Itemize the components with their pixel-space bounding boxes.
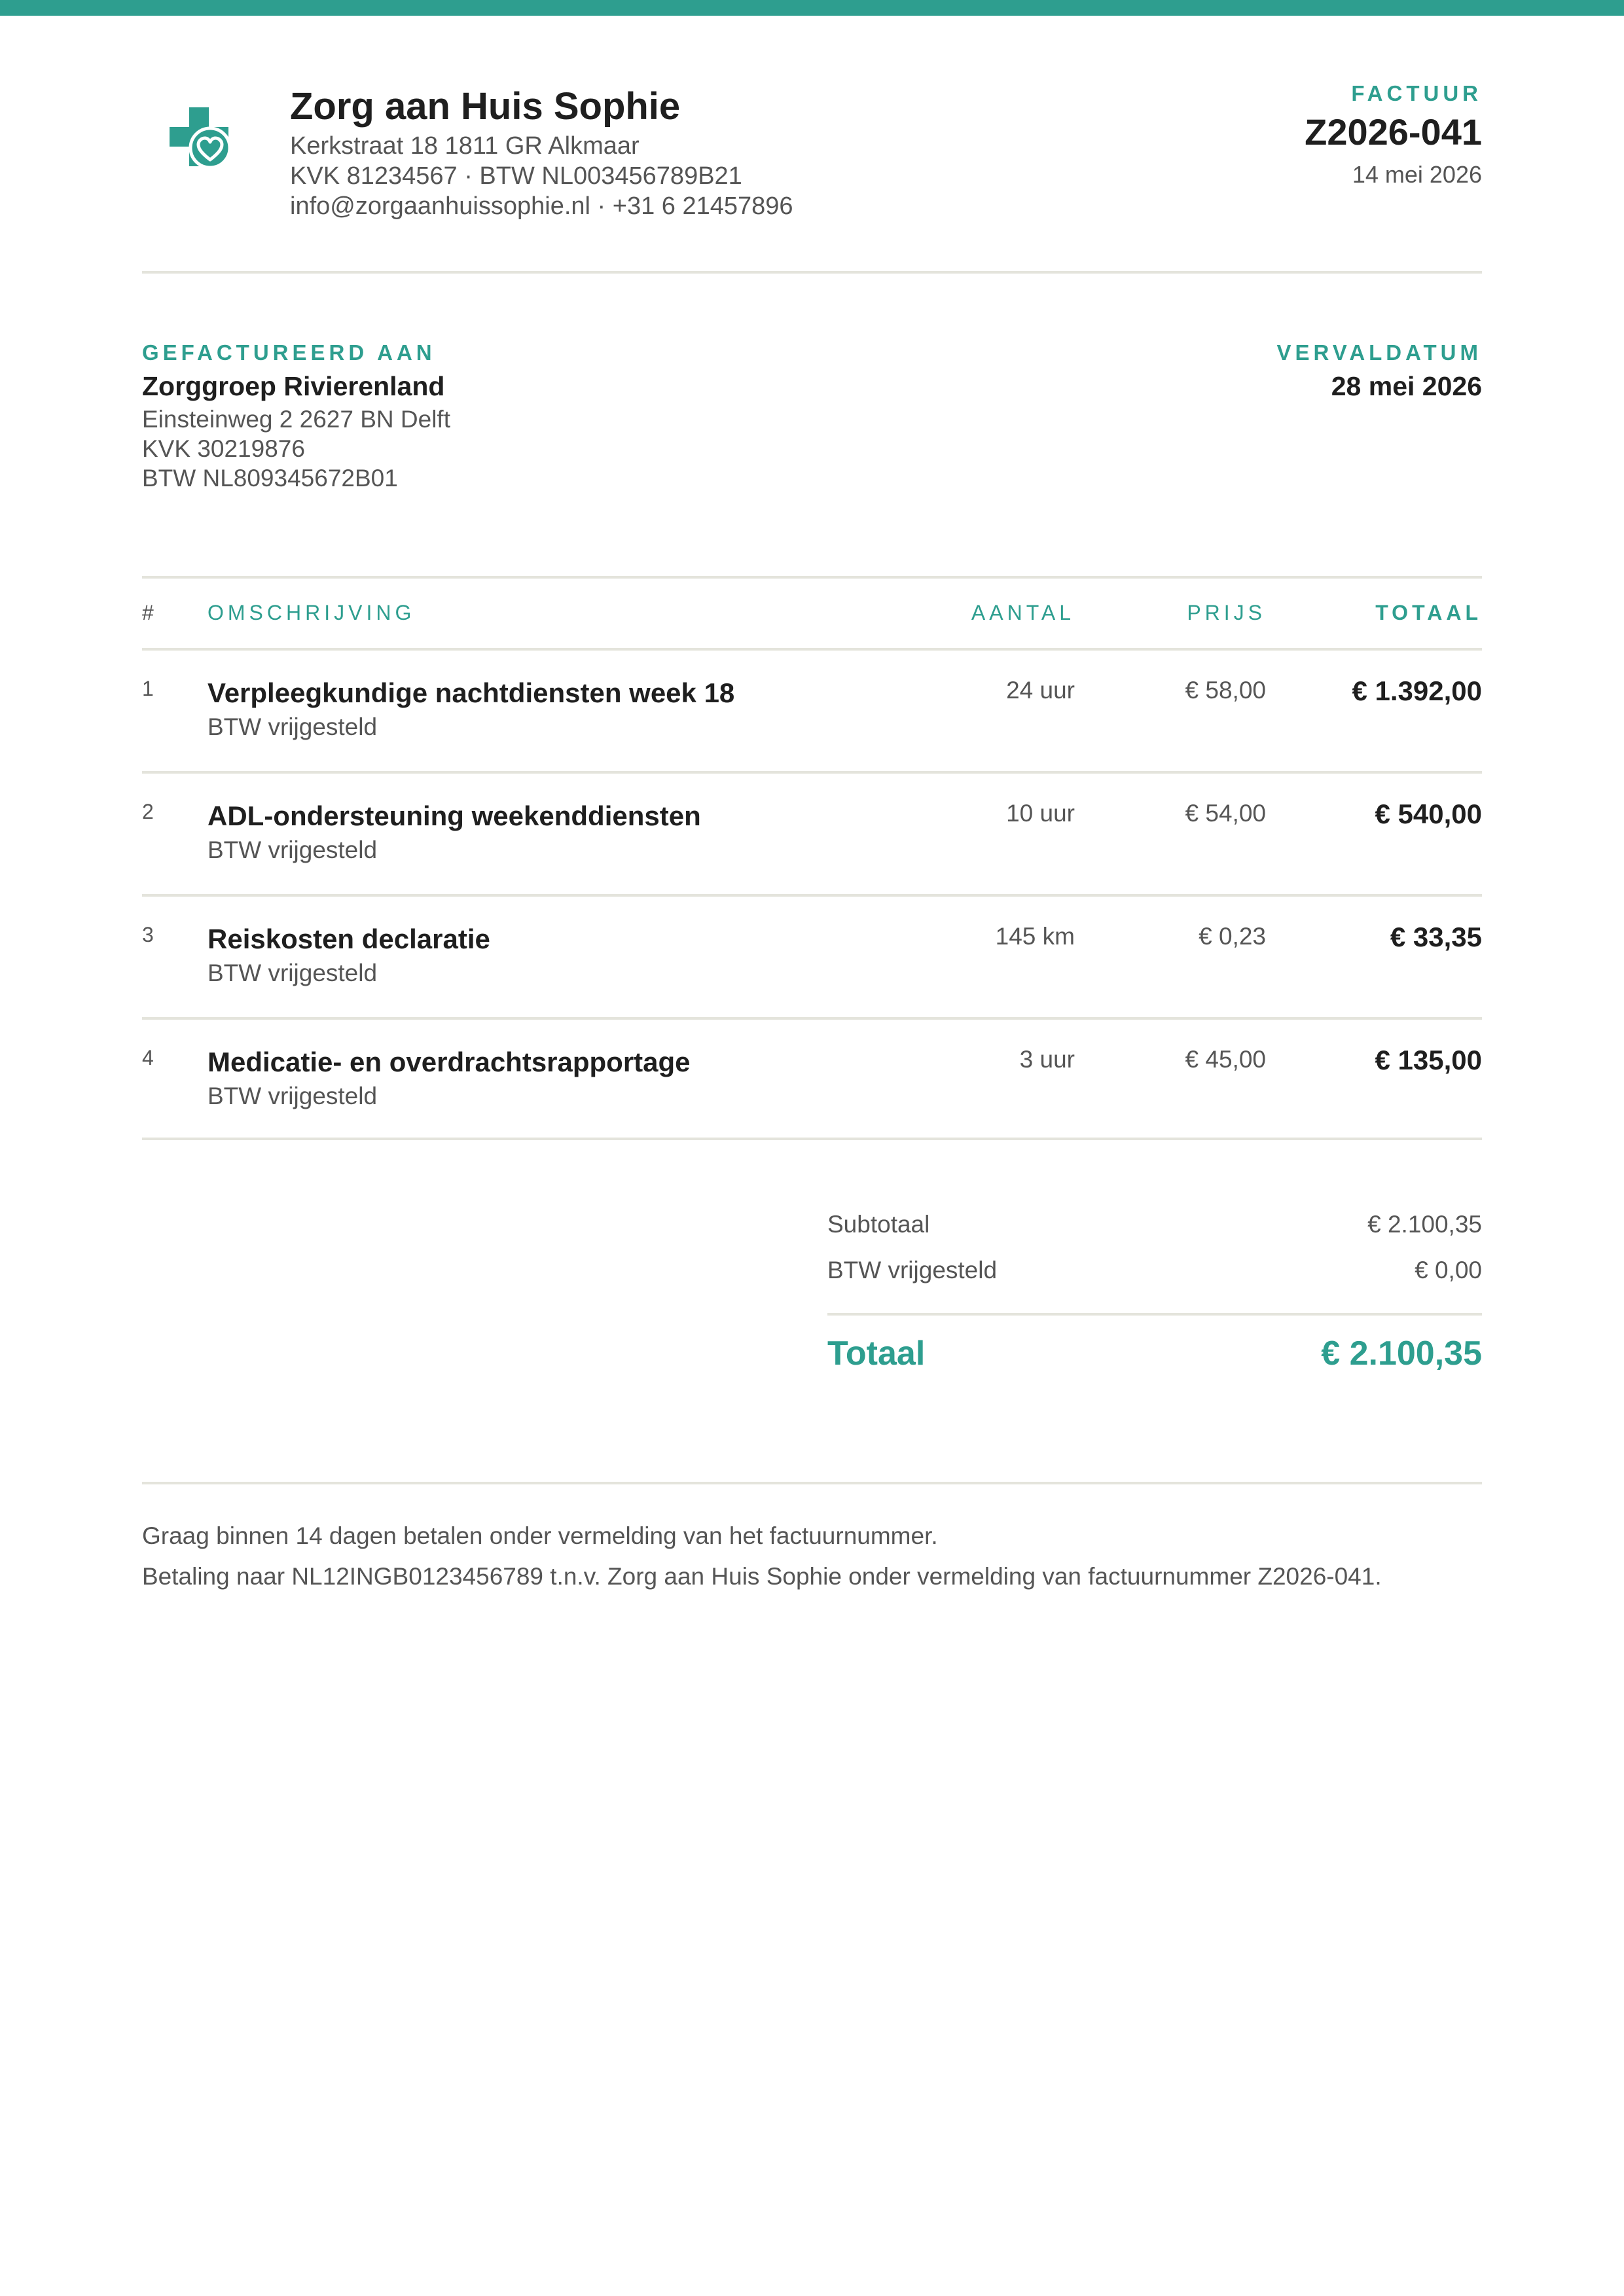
company-registration: KVK 81234567 · BTW NL003456789B21 [290,162,742,190]
line-items-table [142,576,1482,1140]
table-row [142,1017,1482,1140]
row-title: ADL-ondersteuning weekenddiensten [208,800,701,831]
header-total: TOTAAL [1375,601,1482,624]
table-header [142,576,1482,648]
subtotal-row [827,1204,1482,1250]
due-date-block [1277,338,1483,404]
row-description [208,798,701,867]
row-title: Reiskosten declaratie [208,924,490,954]
row-price: € 0,23 [1199,923,1266,950]
row-vat-note: BTW vrijgesteld [208,1083,378,1109]
table-row [142,648,1482,771]
row-description [208,675,734,744]
client-address: Einsteinweg 2 2627 BN Delft [142,406,450,433]
invoice-header [142,79,1482,223]
row-description [208,922,490,990]
row-price: € 45,00 [1185,1046,1266,1073]
row-price: € 58,00 [1185,677,1266,704]
invoice-number: Z2026-041 [1305,111,1482,152]
client-kvk: KVK 30219876 [142,435,305,462]
header-divider [142,271,1482,274]
invoice-date: 14 mei 2026 [1352,161,1482,188]
header-price: PRIJS [1187,601,1266,624]
table-row [142,771,1482,894]
invoice-label: FACTUUR [1351,81,1482,105]
billed-to-label: GEFACTUREERD AAN [142,340,436,365]
payment-instructions: Betaling naar NL12INGB0123456789 t.n.v. Zorg aan Huis Sophie onder vermelding van factuurnummer Z2026-041. [142,1563,1382,1590]
header-num: # [142,601,154,624]
grand-total-value: € 2.100,35 [1321,1335,1482,1372]
row-total: € 135,00 [1375,1045,1482,1075]
totals-block [827,1204,1482,1381]
grand-total-row [827,1316,1482,1381]
subtotal-value: € 2.100,35 [1367,1211,1482,1238]
client-name: Zorggroep Rivierenland [142,371,445,401]
client-btw: BTW NL809345672B01 [142,465,398,492]
row-title: Medicatie- en overdrachtsrapportage [208,1047,691,1077]
row-num: 3 [142,923,154,946]
medical-cross-heart-icon [170,107,232,170]
row-vat-note: BTW vrijgesteld [208,960,378,986]
grand-total-label: Totaal [827,1335,926,1372]
payment-footer [142,1516,1482,1597]
row-vat-note: BTW vrijgesteld [208,836,378,863]
row-quantity: 3 uur [1019,1046,1075,1073]
due-label: VERVALDATUM [1276,340,1482,365]
row-num: 1 [142,677,154,700]
table-body [142,648,1482,1140]
row-quantity: 24 uur [1006,677,1075,704]
row-description [208,1045,691,1113]
row-title: Verpleegkundige nachtdiensten week 18 [208,677,735,708]
subtotal-label: Subtotaal [827,1211,930,1238]
row-price: € 54,00 [1185,800,1266,827]
table-row [142,894,1482,1017]
row-num: 4 [142,1046,154,1069]
row-total: € 540,00 [1375,798,1482,829]
row-quantity: 10 uur [1006,800,1075,827]
invoice-meta [1305,79,1482,194]
vat-row [827,1250,1482,1296]
invoice-page [142,0,1482,2296]
header-description: OMSCHRIJVING [208,601,416,624]
footer-divider [142,1482,1482,1484]
company-name: Zorg aan Huis Sophie [290,85,681,128]
company-info [290,82,793,221]
payment-terms: Graag binnen 14 dagen betalen onder vermelding van het factuurnummer. [142,1522,938,1549]
row-quantity: 145 km [995,923,1075,950]
company-address: Kerkstraat 18 1811 GR Alkmaar [290,132,640,160]
header-quantity: AANTAL [971,601,1075,624]
billed-to [142,338,450,493]
due-date: 28 mei 2026 [1331,371,1482,401]
row-vat-note: BTW vrijgesteld [208,713,378,740]
row-num: 2 [142,800,154,823]
row-total: € 1.392,00 [1352,675,1482,706]
vat-label: BTW vrijgesteld [827,1257,998,1283]
row-total: € 33,35 [1390,922,1482,952]
company-contact: info@zorgaanhuissophie.nl · +31 6 21457896 [290,192,793,220]
vat-value: € 0,00 [1415,1257,1482,1283]
